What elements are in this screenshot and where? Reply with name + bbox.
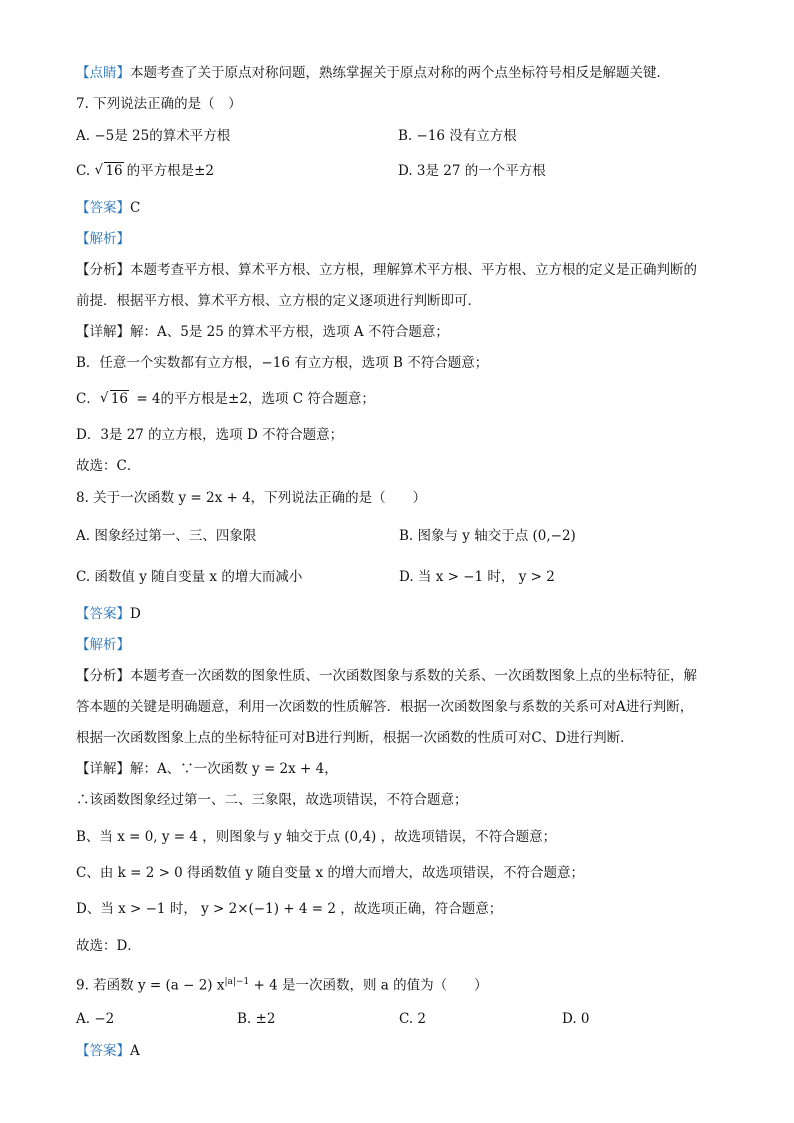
q8-option-b: B. 图象与 y 轴交于点 (0,−2) bbox=[399, 528, 576, 544]
q9-option-b: B. ±2 bbox=[237, 1011, 276, 1027]
q7-option-d: D. 3是 27 的一个平方根 bbox=[398, 163, 546, 179]
q9-answer-value: A bbox=[130, 1043, 140, 1059]
q8-fenxi-2: 答本题的关键是明确题意，利用一次函数的性质解答．根据一次函数图象与系数的关系可对A进行判断， bbox=[76, 699, 694, 715]
q9-answer bbox=[76, 1041, 140, 1061]
q7-detail-b: B．任意一个实数都有立方根，−16 有立方根，选项 B 不符合题意； bbox=[76, 355, 489, 371]
q7-detail-a-text: 解：A、5是 25 的算术平方根，选项 A 不符合题意； bbox=[130, 324, 449, 340]
q8-fenxi-3: 根据一次函数图象上点的坐标特征可对B进行判断，根据一次函数的性质可对C、D进行判断． bbox=[76, 730, 634, 746]
q8-jiexi-tag: 【解析】 bbox=[76, 637, 130, 653]
q9-stem bbox=[76, 972, 488, 996]
q7-fenxi-1 bbox=[76, 260, 697, 280]
q7-answer-value: C bbox=[130, 200, 141, 216]
q9-stem-end: + 4 是一次函数，则 a 的值为（ ） bbox=[249, 977, 488, 994]
sqrt-symbol bbox=[100, 389, 129, 409]
q8-option-d: D. 当 x > −1 时， y > 2 bbox=[399, 569, 555, 585]
q7-detail-c-label: C． bbox=[76, 391, 100, 407]
q7-option-b: B. −16 没有立方根 bbox=[398, 128, 517, 144]
q7-option-c-radicand: 16 bbox=[105, 163, 123, 179]
q8-option-c: C. 函数值 y 随自变量 x 的增大而减小 bbox=[76, 569, 303, 585]
q8-detail-5: D、当 x > −1 时， y > 2×(−1) + 4 = 2 ，故选项正确，符合题意； bbox=[76, 901, 503, 917]
q7-detail-d: D．3是 27 的立方根，选项 D 不符合题意； bbox=[76, 427, 344, 443]
q8-detail-3: B、当 x = 0, y = 4 ，则图象与 y 轴交于点 (0,4) ，故选项错误，不符合题意； bbox=[76, 829, 557, 845]
dianjing-line bbox=[76, 63, 670, 83]
answer-tag: 【答案】 bbox=[76, 200, 130, 216]
q9-option-c: C. 2 bbox=[399, 1011, 427, 1027]
q7-option-c-label: C. bbox=[76, 163, 91, 179]
dianjing-tag: 【点睛】 bbox=[76, 65, 130, 81]
xiangjie-tag: 【详解】 bbox=[76, 324, 130, 340]
q8-answer bbox=[76, 604, 141, 624]
q9-option-d: D. 0 bbox=[562, 1011, 590, 1027]
q8-fenxi-1 bbox=[76, 666, 697, 686]
answer-tag: 【答案】 bbox=[76, 1043, 130, 1059]
q7-fenxi-2: 前提．根据平方根、算术平方根、立方根的定义逐项进行判断即可． bbox=[76, 293, 481, 309]
q7-detail-c-text: = 4的平方根是±2，选项 C 符合题意； bbox=[132, 391, 375, 407]
q7-stem: 7. 下列说法正确的是（ ） bbox=[76, 96, 242, 112]
q7-fenxi-text-1: 本题考查平方根、算术平方根、立方根，理解算术平方根、平方根、立方根的定义是正确判断的 bbox=[130, 262, 697, 278]
q8-detail-4: C、由 k = 2 > 0 得函数值 y 随自变量 x 的增大而增大，故选项错误，不符合题意； bbox=[76, 865, 584, 881]
q8-stem: 8. 关于一次函数 y = 2x + 4，下列说法正确的是（ ） bbox=[76, 490, 427, 506]
fenxi-tag: 【分析】 bbox=[76, 262, 130, 278]
q7-detail-a bbox=[76, 322, 449, 342]
q8-option-a: A. 图象经过第一、三、四象限 bbox=[76, 528, 257, 544]
q8-detail-1-text: 解：A、∵一次函数 y = 2x + 4， bbox=[130, 761, 338, 777]
q7-option-c bbox=[76, 161, 214, 181]
dianjing-text: 本题考查了关于原点对称问题，熟练掌握关于原点对称的两个点坐标符号相反是解题关键． bbox=[130, 65, 670, 81]
fenxi-tag: 【分析】 bbox=[76, 668, 130, 684]
q9-option-a: A. −2 bbox=[76, 1011, 115, 1027]
xiangjie-tag: 【详解】 bbox=[76, 761, 130, 777]
q8-fenxi-text-1: 本题考查一次函数的图象性质、一次函数图象与系数的关系、一次函数图象上点的坐标特征，解 bbox=[130, 668, 697, 684]
q8-detail-1 bbox=[76, 759, 338, 779]
q7-choose: 故选：C． bbox=[76, 458, 141, 474]
q8-detail-2: ∴该函数图象经过第一、二、三象限，故选项错误，不符合题意； bbox=[76, 792, 468, 808]
q7-detail-c-radicand: 16 bbox=[110, 391, 129, 407]
answer-tag: 【答案】 bbox=[76, 606, 130, 622]
q8-answer-value: D bbox=[130, 606, 141, 622]
q7-jiexi-tag: 【解析】 bbox=[76, 231, 130, 247]
q8-choose: 故选：D． bbox=[76, 938, 141, 954]
q7-option-a: A. −5是 25的算术平方根 bbox=[76, 128, 231, 144]
q9-exponent: |a|−1 bbox=[224, 977, 250, 987]
sqrt-symbol bbox=[94, 161, 123, 181]
q7-answer bbox=[76, 198, 140, 218]
q7-option-c-text: 的平方根是±2 bbox=[126, 163, 215, 179]
q7-detail-c bbox=[76, 389, 375, 409]
q9-stem-start: 9. 若函数 y = (a − 2) x bbox=[76, 977, 225, 994]
